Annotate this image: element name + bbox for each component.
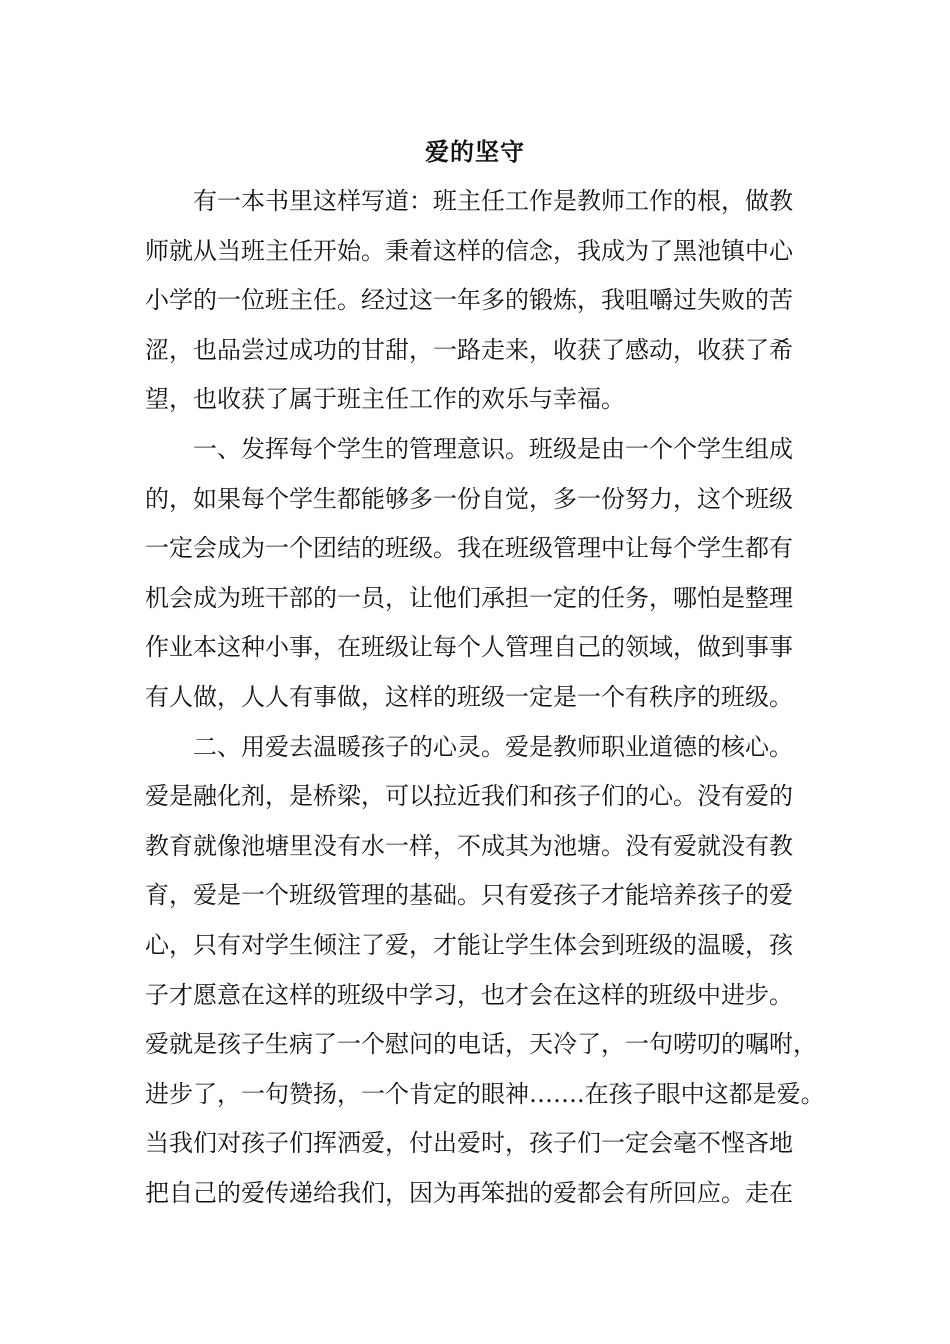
paragraph-line: 作业本这种小事，在班级让每个人管理自己的领域，做到事事 [145,633,793,662]
paragraph-line: 小学的一位班主任。经过这一年多的锻炼，我咀嚼过失败的苦 [145,286,793,315]
paragraph-line: 爱是融化剂，是桥梁，可以拉近我们和孩子们的心。没有爱的 [145,782,793,811]
paragraph-line: 望，也收获了属于班主任工作的欢乐与幸福。 [145,385,625,414]
paragraph-line: 一定会成为一个团结的班级。我在班级管理中让每个学生都有 [145,534,793,563]
paragraph-line: 机会成为班干部的一员，让他们承担一定的任务，哪怕是整理 [145,583,793,612]
document-title: 爱的坚守 [425,137,525,166]
paragraph-line: 心，只有对学生倾注了爱，才能让学生体会到班级的温暖，孩 [145,930,793,959]
paragraph-line: 子才愿意在这样的班级中学习，也才会在这样的班级中进步。 [145,980,793,1009]
paragraph-line: 的，如果每个学生都能够多一份自觉，多一份努力，这个班级 [145,484,793,513]
paragraph-line: 进步了，一句赞扬，一个肯定的眼神…….在孩子眼中这都是爱。 [145,1079,825,1108]
paragraph-line: 二、用爱去温暖孩子的心灵。爱是教师职业道德的核心。 [193,732,793,761]
paragraph-line: 爱就是孩子生病了一个慰问的电话，天冷了，一句唠叨的嘱咐， [145,1030,817,1059]
paragraph-line: 有一本书里这样写道：班主任工作是教师工作的根，做教 [193,187,793,215]
paragraph-line: 涩，也品尝过成功的甘甜，一路走来，收获了感动，收获了希 [145,335,793,364]
paragraph-line: 育，爱是一个班级管理的基础。只有爱孩子才能培养孩子的爱 [145,881,793,910]
paragraph-line: 当我们对孩子们挥洒爱，付出爱时，孩子们一定会毫不悭吝地 [145,1129,793,1158]
paragraph-line: 把自己的爱传递给我们，因为再笨拙的爱都会有所回应。走在 [145,1178,793,1207]
paragraph-line: 一、发挥每个学生的管理意识。班级是由一个个学生组成 [193,434,793,463]
paragraph-line: 教育就像池塘里没有水一样，不成其为池塘。没有爱就没有教 [145,831,793,860]
paragraph-line: 有人做，人人有事做，这样的班级一定是一个有秩序的班级。 [145,682,793,711]
paragraph-line: 师就从当班主任开始。秉着这样的信念，我成为了黑池镇中心 [145,236,793,265]
document-body [145,177,835,1218]
